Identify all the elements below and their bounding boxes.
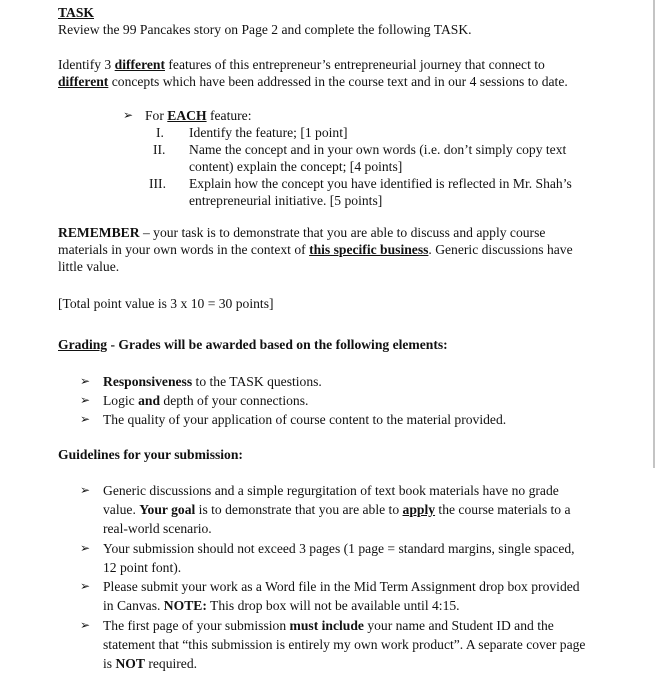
sub-item-text: Name the concept and in your own words (i.e. don’t simply copy text	[189, 142, 567, 157]
intro-text: Review the 99 Pancakes story on Page 2 and complete the following TASK.	[58, 22, 472, 37]
identify-line-1: Identify 3 different features of this entrepreneur’s entrepreneurial journey that connect to	[58, 57, 545, 72]
remember-line-1: REMEMBER – your task is to demonstrate that you are able to discuss and apply course	[58, 225, 546, 240]
arrow-bullet-icon: ➢	[80, 374, 91, 388]
guidelines-heading: Guidelines for your submission:	[58, 447, 243, 462]
arrow-bullet-icon: ➢	[123, 108, 134, 122]
arrow-bullet-icon: ➢	[80, 412, 91, 426]
sub-item-text: entrepreneurial initiative. [5 points]	[189, 193, 383, 208]
sub-item-number: II.	[153, 142, 166, 157]
guideline-text: Your submission should not exceed 3 pages (1 page = standard margins, single spaced,	[103, 541, 575, 556]
sub-item-number: I.	[156, 125, 164, 140]
for-each-label: For EACH feature:	[145, 108, 252, 123]
grading-item: The quality of your application of course content to the material provided.	[103, 412, 507, 427]
sub-item-text: content) explain the concept; [4 points]	[189, 159, 403, 174]
grading-item: Responsiveness to the TASK questions.	[103, 374, 322, 389]
guideline-text: value. Your goal is to demonstrate that you are able to apply the course materials to a	[103, 502, 571, 517]
guideline-text: Please submit your work as a Word file in the Mid Term Assignment drop box provided	[103, 579, 580, 594]
guideline-text: The first page of your submission must include your name and Student ID and the	[103, 618, 554, 633]
guideline-text: statement that “this submission is entirely my own work product”. A separate cover page	[103, 637, 586, 652]
arrow-bullet-icon: ➢	[80, 579, 91, 593]
identify-line-2: different concepts which have been addressed in the course text and in our 4 sessions to date.	[58, 74, 568, 89]
arrow-bullet-icon: ➢	[80, 483, 91, 497]
arrow-bullet-icon: ➢	[80, 618, 91, 632]
sub-item-text: Explain how the concept you have identified is reflected in Mr. Shah’s	[189, 176, 572, 191]
guideline-text: 12 point font).	[103, 560, 182, 575]
remember-line-2: materials in your own words in the context of this specific business. Generic discussions have	[58, 242, 573, 257]
guideline-text: is NOT required.	[103, 656, 198, 671]
page-edge-shadow	[653, 0, 655, 468]
guideline-text: Generic discussions and a simple regurgitation of text book materials have no grade	[103, 483, 559, 498]
guideline-text: in Canvas. NOTE: This drop box will not be available until 4:15.	[103, 598, 460, 613]
arrow-bullet-icon: ➢	[80, 393, 91, 407]
guideline-text: real-world scenario.	[103, 521, 212, 536]
arrow-bullet-icon: ➢	[80, 541, 91, 555]
task-heading: TASK	[58, 5, 95, 20]
sub-item-number: III.	[149, 176, 166, 191]
grading-item: Logic and depth of your connections.	[103, 393, 309, 408]
grading-heading: Grading - Grades will be awarded based on the following elements:	[58, 337, 448, 352]
total-points: [Total point value is 3 x 10 = 30 points]	[58, 296, 274, 311]
sub-item-text: Identify the feature; [1 point]	[189, 125, 348, 140]
remember-line-3: little value.	[58, 259, 120, 274]
